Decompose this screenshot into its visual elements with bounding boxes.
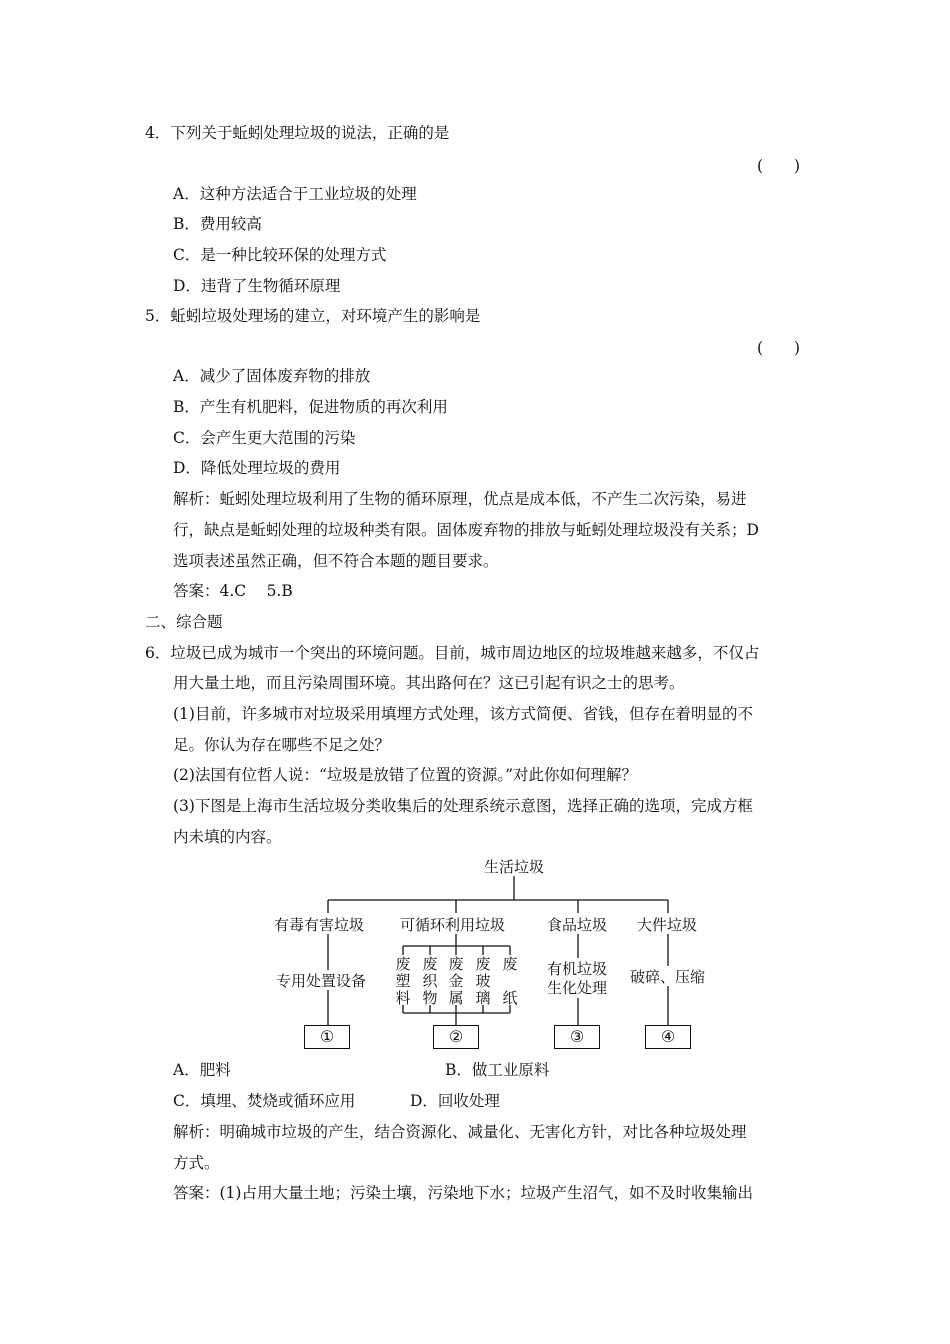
q5-analysis-line-2: 行，缺点是蚯蚓处理的垃圾种类有限。固体废弃物的排放与蚯蚓处理垃圾没有关系；D (173, 521, 759, 539)
q5-stem: 5．蚯蚓垃圾处理场的建立，对环境产生的影响是 (145, 307, 481, 325)
q4-option-d: D．违背了生物循环原理 (173, 277, 341, 295)
q5-analysis-line-1: 解析：蚯蚓处理垃圾利用了生物的循环原理，优点是成本低，不产生二次污染，易进 (173, 490, 747, 508)
q6-sub1-line-2: 足。你认为存在哪些不足之处？ (173, 736, 391, 754)
blank-box-1: ① (304, 1025, 350, 1049)
q6-sub2: (2)法国有位哲人说：“垃圾是放错了位置的资源。”对此你如何理解？ (173, 766, 638, 784)
q6-option-b: B．做工业原料 (445, 1061, 550, 1079)
q4-option-b: B．费用较高 (173, 215, 262, 233)
blank-box-3: ③ (554, 1025, 600, 1049)
category-recyclable: 可循环利用垃圾 (400, 916, 506, 934)
q6-analysis-line-1: 解析：明确城市垃圾的产生，结合资源化、减量化、无害化方针，对比各种垃圾处理 (173, 1123, 747, 1141)
q5-option-b: B．产生有机肥料，促进物质的再次利用 (173, 398, 448, 416)
process-special-disposal: 专用处置设备 (276, 972, 367, 990)
subitem-metal: 废 金 属 (448, 955, 464, 1007)
blank-box-4: ④ (645, 1025, 691, 1049)
subitem-textile: 废 织 物 (422, 955, 438, 1007)
category-hazardous: 有毒有害垃圾 (274, 916, 365, 934)
section-heading: 二、综合题 (145, 613, 223, 631)
process-crush-compress: 破碎、压缩 (630, 968, 706, 986)
q6-sub3-line-1: (3)下图是上海市生活垃圾分类收集后的处理系统示意图，选择正确的选项，完成方框 (173, 797, 753, 815)
q4-answer-paren: ( ) (757, 157, 801, 175)
subitem-glass: 废 玻 璃 (475, 955, 491, 1007)
q6-analysis-line-2: 方式。 (173, 1154, 220, 1172)
q6-sub1-line-1: (1)目前，许多城市对垃圾采用填埋方式处理，该方式简便、省钱，但存在着明显的不 (173, 705, 753, 723)
q5-answer: 答案：4.C 5.B (173, 582, 293, 600)
q6-option-a: A．肥料 (173, 1061, 231, 1079)
q6-sub3-line-2: 内未填的内容。 (173, 828, 282, 846)
process-organic-line-2: 生化处理 (547, 979, 608, 997)
q6-option-c: C．填埋、焚烧或循环应用 (173, 1092, 356, 1110)
diagram-root-label: 生活垃圾 (484, 858, 545, 876)
q5-analysis-line-3: 选项表述虽然正确，但不符合本题的题目要求。 (173, 552, 499, 570)
blank-box-2: ② (433, 1025, 479, 1049)
process-organic-line-1: 有机垃圾 (547, 960, 608, 978)
q6-answer: 答案：(1)占用大量土地；污染土壤，污染地下水；垃圾产生沼气，如不及时收集输出 (173, 1184, 753, 1202)
subitem-plastic: 废 塑 料 (395, 955, 411, 1007)
q4-option-c: C．是一种比较环保的处理方式 (173, 246, 387, 264)
q6-option-d: D．回收处理 (410, 1092, 500, 1110)
q5-answer-paren: ( ) (757, 339, 801, 357)
category-food: 食品垃圾 (547, 916, 608, 934)
q5-option-d: D．降低处理垃圾的费用 (173, 459, 341, 477)
q4-option-a: A．这种方法适合于工业垃圾的处理 (173, 185, 417, 203)
q6-stem-line-2: 用大量土地，而且污染周围环境。其出路何在？这已引起有识之士的思考。 (173, 674, 685, 692)
category-bulky: 大件垃圾 (637, 916, 698, 934)
q5-option-c: C．会产生更大范围的污染 (173, 429, 356, 447)
q4-stem: 4．下列关于蚯蚓处理垃圾的说法，正确的是 (145, 124, 450, 142)
q5-option-a: A．减少了固体废弃物的排放 (173, 367, 371, 385)
q6-stem-line-1: 6．垃圾已成为城市一个突出的环境问题。目前，城市周边地区的垃圾堆越来越多，不仅占 (145, 644, 760, 662)
subitem-paper: 废 纸 (502, 955, 518, 1007)
